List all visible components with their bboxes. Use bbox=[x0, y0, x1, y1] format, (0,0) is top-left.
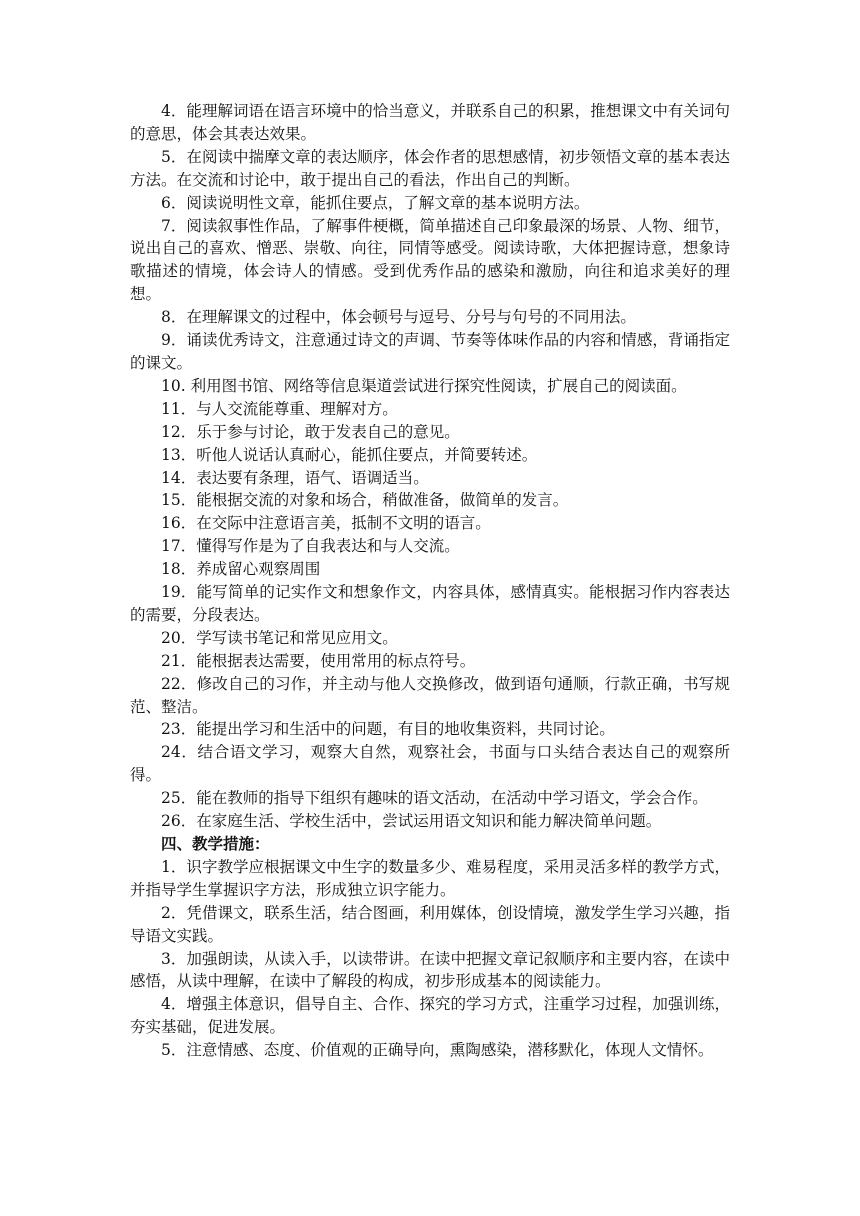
goal-paragraph: 20．学写读书笔记和常见应用文。 bbox=[161, 628, 398, 647]
goal-paragraph: 16．在交际中注意语言美，抵制不文明的语言。 bbox=[161, 514, 491, 533]
goal-paragraph: 23．能提出学习和生活中的问题，有目的地收集资料，共同讨论。 bbox=[161, 720, 615, 739]
goal-paragraph: 25．能在教师的指导下组织有趣味的语文活动，在活动中学习语文，学会合作。 bbox=[161, 789, 708, 808]
measure-paragraph: 3．加强朗读，从读入手，以读带讲。在读中把握文章记叙顺序和主要内容，在读中感悟，从读中理解，在读中了解段的构成，初步形成基本的阅读能力。 bbox=[130, 949, 730, 991]
goal-paragraph: 5．在阅读中揣摩文章的表达顺序，体会作者的思想感情，初步领悟文章的基本表达方法。在交流和讨论中，敢于提出自己的看法，作出自己的判断。 bbox=[130, 147, 730, 189]
goal-paragraph: 9．诵读优秀诗文，注意通过诗文的声调、节奏等体味作品的内容和情感，背诵指定的课文。 bbox=[130, 331, 730, 372]
goal-paragraph: 14．表达要有条理，语气、语调适当。 bbox=[161, 468, 429, 487]
goal-paragraph: 4．能理解词语在语言环境中的恰当意义，并联系自己的积累，推想课文中有关词句的意思，体会其表达效果。 bbox=[130, 102, 730, 143]
measures-list bbox=[130, 856, 730, 1062]
section-heading: 四、教学措施： bbox=[161, 835, 270, 853]
goal-paragraph: 22．修改自己的习作，并主动与他人交换修改，做到语句通顺，行款正确，书写规范、整洁。 bbox=[130, 674, 730, 716]
measure-paragraph: 1．识字教学应根据课文中生字的数量多少、难易程度，采用灵活多样的教学方式，并指导学生掌握识字方法，形成独立识字能力。 bbox=[130, 857, 730, 899]
measure-paragraph: 4．增强主体意识，倡导自主、合作、探究的学习方式，注重学习过程，加强训练，夯实基础，促进发展。 bbox=[130, 995, 730, 1037]
goal-paragraph: 19．能写简单的记实作文和想象作文，内容具体，感情真实。能根据习作内容表达的需要，分段表达。 bbox=[130, 583, 730, 624]
goal-paragraph: 6．阅读说明性文章，能抓住要点，了解文章的基本说明方法。 bbox=[161, 193, 590, 212]
goal-paragraph: 17．懂得写作是为了自我表达和与人交流。 bbox=[161, 537, 460, 556]
goal-paragraph: 8．在理解课文的过程中，体会顿号与逗号、分号与句号的不同用法。 bbox=[161, 308, 636, 327]
goal-paragraph: 26．在家庭生活、学校生活中，尝试运用语文知识和能力解决简单问题。 bbox=[161, 812, 662, 831]
document-page bbox=[130, 100, 730, 1062]
goal-paragraph: 24．结合语文学习，观察大自然，观察社会，书面与口头结合表达自己的观察所得。 bbox=[130, 743, 730, 785]
measure-paragraph: 5．注意情感、态度、价值观的正确导向，熏陶感染，潜移默化，体现人文情怀。 bbox=[161, 1041, 714, 1060]
goal-paragraph: 7．阅读叙事性作品，了解事件梗概，简单描述自己印象最深的场景、人物、细节，说出自己的喜欢、憎恶、崇敬、向往，同情等感受。阅读诗歌，大体把握诗意，想象诗歌描述的情境，体会诗人的情感。受到优秀作品的感染和激励，向往和追求美好的理想。 bbox=[130, 216, 730, 304]
measure-paragraph: 2．凭借课文，联系生活，结合图画，利用媒体，创设情境，激发学生学习兴趣，指导语文实践。 bbox=[130, 903, 730, 945]
goal-paragraph: 18．养成留心观察周围 bbox=[161, 560, 321, 579]
goal-paragraph: 15．能根据交流的对象和场合，稍做准备，做简单的发言。 bbox=[161, 491, 569, 510]
goal-paragraph: 13．听他人说话认真耐心，能抓住要点，并简要转述。 bbox=[161, 445, 538, 464]
goal-paragraph: 12．乐于参与讨论，敢于发表自己的意见。 bbox=[161, 422, 460, 441]
goals-list bbox=[130, 100, 730, 833]
goal-paragraph: 21．能根据表达需要，使用常用的标点符号。 bbox=[161, 651, 476, 670]
goal-paragraph: 11．与人交流能尊重、理解对方。 bbox=[161, 399, 398, 418]
goal-paragraph: 10. 利用图书馆、网络等信息渠道尝试进行探究性阅读，扩展自己的阅读面。 bbox=[161, 376, 687, 395]
